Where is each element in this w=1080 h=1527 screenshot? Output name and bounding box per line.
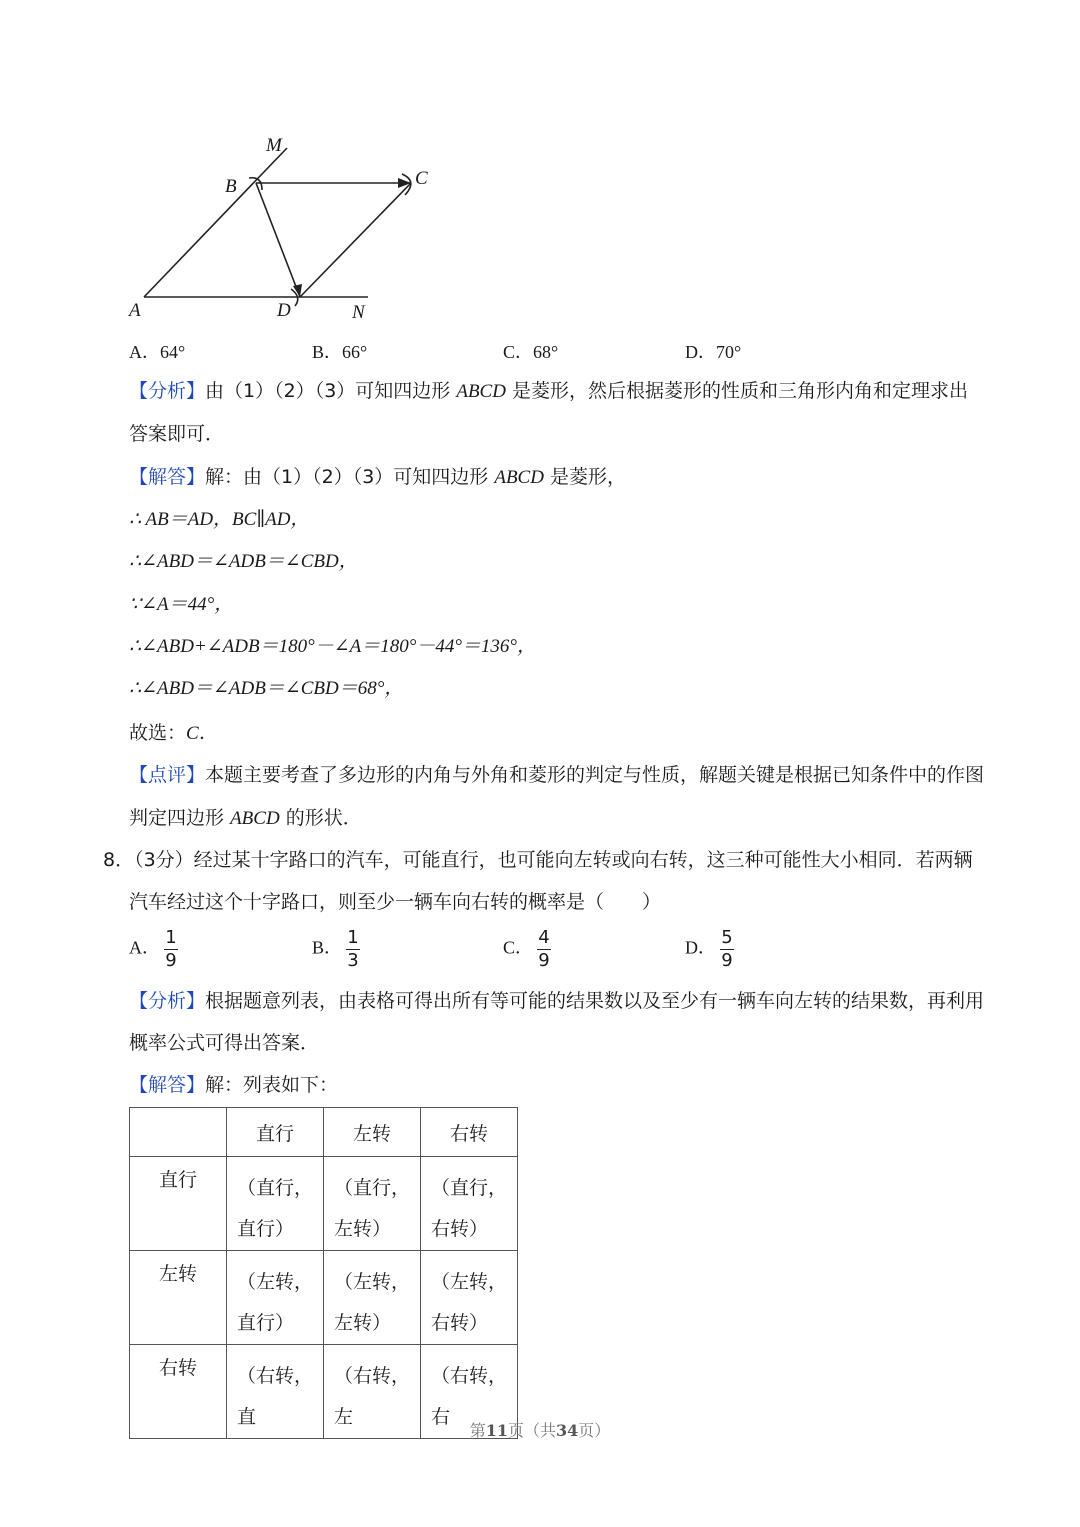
label-n: N	[352, 302, 365, 323]
table-cell: （右转，左	[334, 1365, 411, 1428]
page-number: 11	[485, 1421, 508, 1440]
q7-analysis-line-1: 【分析】由（1）（2）（3）可知四边形 ABCD 是菱形，然后根据菱形的性质和三角形内角和定理求出	[129, 380, 969, 402]
table-cell: （直行，右转）	[431, 1177, 508, 1240]
q7-answer-line-1: 【解答】解：由（1）（2）（3）可知四边形 ABCD 是菱形，	[129, 466, 627, 488]
side-ab-ray	[144, 148, 287, 297]
q8-analysis-tag: 【分析】	[129, 990, 206, 1012]
q7-step-3: ∵∠A＝44°，	[129, 594, 234, 615]
q7-choice-d: D．70°	[685, 342, 742, 362]
q8-analysis-line-2: 概率公式可得出答案．	[129, 1032, 320, 1054]
q8-question-line-1: 8．（3分）经过某十字路口的汽车，可能直行，也可能向左转或向右转，这三种可能性大小相同．若两辆	[103, 849, 973, 871]
q8-analysis-line-1: 【分析】根据题意列表，由表格可得出所有等可能的结果数以及至少有一辆车向左转的结果数，再利用	[129, 990, 985, 1012]
table-row-label: 左转	[158, 1263, 197, 1285]
table-header-cell: 左转	[324, 1108, 421, 1157]
table-cell: （直行，左转）	[334, 1177, 411, 1240]
q8-choice-c: C． $\frac{4}{9}$	[503, 927, 550, 971]
table-cell: （直行，直行）	[237, 1177, 314, 1240]
diagonal-bd	[256, 183, 300, 297]
q7-comment-line-1: 【点评】本题主要考查了多边形的内角与外角和菱形的判定与性质，解题关键是根据已知条件中的作图	[129, 764, 985, 786]
q7-step-4: ∴∠ABD+∠ADB＝180°－∠A＝180°－44°＝136°，	[129, 636, 537, 657]
fraction: $\frac{1}{3}$	[347, 927, 359, 971]
table-corner-cell	[130, 1108, 227, 1157]
table-header-row	[130, 1108, 518, 1157]
rhombus-figure	[0, 0, 1080, 340]
table-cell: （左转，右转）	[431, 1271, 508, 1334]
q7-step-2: ∴∠ABD＝∠ADB＝∠CBD，	[129, 551, 358, 572]
table-cell: （右转，直	[237, 1365, 314, 1428]
q8-answer-tag: 【解答】	[129, 1074, 206, 1096]
table-cell: （右转，右	[431, 1365, 508, 1428]
label-a: A	[129, 300, 141, 321]
q7-select-answer: C．	[186, 723, 218, 744]
label-b: B	[225, 176, 237, 197]
outcome-table	[129, 1107, 518, 1439]
page-total: 34	[556, 1421, 579, 1440]
table-row	[130, 1157, 518, 1251]
label-c: C	[415, 168, 428, 189]
table-row-label: 直行	[158, 1169, 197, 1191]
q7-step-1: ∴ AB＝AD，BC∥AD，	[129, 509, 310, 530]
q8-question-line-2: 汽车经过这个十字路口，则至少一辆车向右转的概率是（ ）	[129, 891, 662, 913]
q8-choice-d: D． $\frac{5}{9}$	[685, 927, 733, 971]
q8-choice-a: A． $\frac{1}{9}$	[129, 927, 177, 971]
table-header-cell: 右转	[421, 1108, 518, 1157]
table-cell: （左转，直行）	[237, 1271, 314, 1334]
label-d: D	[277, 300, 291, 321]
q7-comment-line-2: 判定四边形 ABCD 的形状．	[129, 807, 362, 829]
q7-select-line: 故选：C．	[129, 722, 218, 744]
fraction: $\frac{5}{9}$	[721, 927, 733, 971]
side-cd	[300, 183, 411, 297]
label-m: M	[266, 135, 282, 156]
q7-answer-tag: 【解答】	[129, 466, 206, 488]
fraction: $\frac{1}{9}$	[165, 927, 177, 971]
page-footer: 第11页（共34页）	[469, 1421, 611, 1440]
q7-choice-b: B．66°	[312, 342, 368, 362]
table-row-label: 右转	[158, 1357, 197, 1379]
q7-analysis-line-2: 答案即可．	[129, 423, 225, 445]
q7-analysis-tag: 【分析】	[129, 380, 206, 402]
table-row	[130, 1251, 518, 1345]
q7-comment-tag: 【点评】	[129, 764, 206, 786]
table-cell: （左转，左转）	[334, 1271, 411, 1334]
table-header-cell: 直行	[227, 1108, 324, 1157]
q8-answer-line-1: 【解答】解：列表如下：	[129, 1074, 339, 1096]
q8-choice-b: B． $\frac{1}{3}$	[312, 927, 359, 971]
q7-choice-a: A．64°	[129, 342, 186, 362]
fraction: $\frac{4}{9}$	[538, 927, 550, 971]
q7-choice-c: C．68°	[503, 342, 559, 362]
q7-step-5: ∴∠ABD＝∠ADB＝∠CBD＝68°，	[129, 678, 404, 699]
